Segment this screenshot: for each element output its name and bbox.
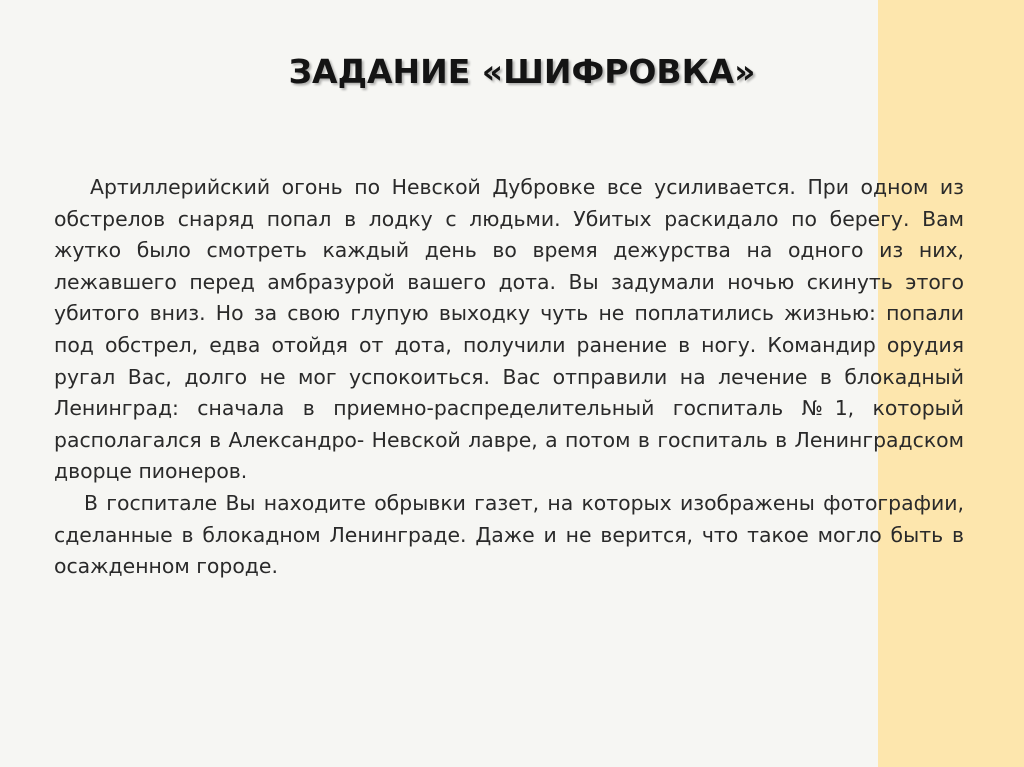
body-paragraph-2: В госпитале Вы находите обрывки газет, на которых изображены фотографии, сделанные в блокадном Ленинграде. Даже и не верится, что такое могло быть в осажденном городе. [54, 490, 964, 579]
slide-title: ЗАДАНИЕ «ШИФРОВКА» [288, 52, 756, 91]
body-paragraph-1: Артиллерийский огонь по Невской Дубровке все усиливается. При одном из обстрелов снаряд попал в лодку с людьми. Убитых раскидало по берегу. Вам жутко было смотреть каждый день во время дежурства на одного из них, лежавшего перед амбразурой вашего дота. Вы задумали ночью скинуть этого убитого вниз. Но за свою глупую выходку чуть не поплатились жизнью: попали под обстрел, едва отойдя от дота, получили ранение в ногу. Командир орудия ругал Вас, долго не мог успокоиться. Вас отправили на лечение в блокадный Ленинград: сначала в приемно-распределительный госпиталь №1, который располагался в Александро- Невской лавре, а потом в госпиталь в Ленинградском дворце пионеров. [54, 175, 964, 484]
slide-body [54, 172, 964, 583]
